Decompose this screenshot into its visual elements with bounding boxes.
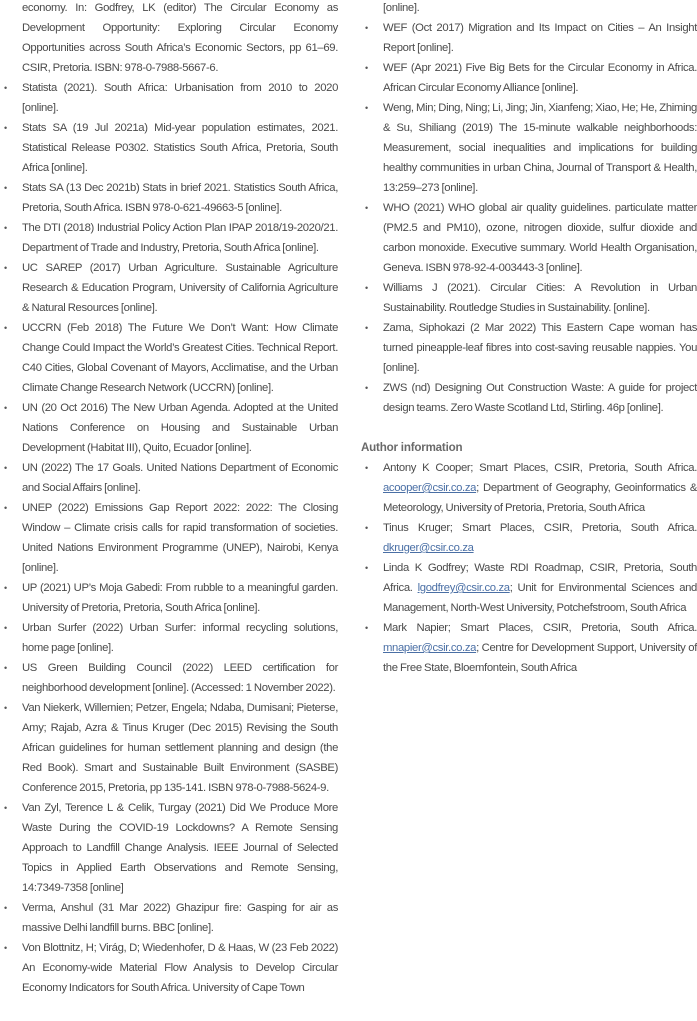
reference-item: • Williams J (2021). Circular Cities: A Revolution in Urban Sustainability. Routledge Studies in Sustainability. [online]. — [361, 278, 697, 318]
reference-item: • WHO (2021) WHO global air quality guidelines. particulate matter (PM2.5 and PM10), ozone, nitrogen dioxide, sulfur dioxide and carbon monoxide. Executive summary. World Health Organisation, Geneva. ISBN 978-92-4-003443-3 [online]. — [361, 198, 697, 278]
bullet-icon: • — [365, 283, 368, 293]
reference-item: • UN (20 Oct 2016) The New Urban Agenda. Adopted at the United Nations Conference on Housing and Sustainable Urban Development (Habitat III), Quito, Ecuador [online]. — [0, 398, 338, 458]
bullet-icon: • — [4, 183, 7, 193]
bullet-icon: • — [365, 383, 368, 393]
reference-item: • WEF (Oct 2017) Migration and Its Impact on Cities – An Insight Report [online]. — [361, 18, 697, 58]
reference-item: • UP (2021) UP’s Moja Gabedi: From rubble to a meaningful garden. University of Pretoria, Pretoria, South Africa [online]. — [0, 578, 338, 618]
reference-item: • US Green Building Council (2022) LEED certification for neighborhood development [online]. (Accessed: 1 November 2022). — [0, 658, 338, 698]
reference-column-left — [0, 0, 338, 998]
bullet-icon: • — [4, 803, 7, 813]
bullet-icon: • — [365, 623, 368, 633]
author-list — [361, 458, 697, 678]
reference-item: • Von Blottnitz, H; Virág, D; Wiedenhofer, D & Haas, W (23 Feb 2022) An Economy-wide Material Flow Analysis to Develop Circular Economy Indicators for South Africa. University of Cape Town — [0, 938, 338, 998]
bullet-icon: • — [4, 903, 7, 913]
bullet-icon: • — [365, 563, 368, 573]
bullet-icon: • — [365, 63, 368, 73]
bullet-icon: • — [4, 123, 7, 133]
reference-item: • Zama, Siphokazi (2 Mar 2022) This Eastern Cape woman has turned pineapple-leaf fibres into cost-saving reusable nappies. You [online]. — [361, 318, 697, 378]
bullet-icon: • — [365, 523, 368, 533]
author-item: • Tinus Kruger; Smart Places, CSIR, Pretoria, South Africa. dkruger@csir.co.za — [361, 518, 697, 558]
reference-item: • UN (2022) The 17 Goals. United Nations Department of Economic and Social Affairs [online]. — [0, 458, 338, 498]
author-item: • Mark Napier; Smart Places, CSIR, Pretoria, South Africa. mnapier@csir.co.za; Centre for Development Support, University of the Free State, Bloemfontein, South Africa — [361, 618, 697, 678]
reference-list-right — [361, 18, 697, 418]
bullet-icon: • — [365, 203, 368, 213]
reference-item: • UNEP (2022) Emissions Gap Report 2022: 2022: The Closing Window – Climate crisis calls for rapid transformation of societies. United Nations Environment Programme (UNEP), Nairobi, Kenya [online]. — [0, 498, 338, 578]
bullet-icon: • — [365, 103, 368, 113]
reference-item: • The DTI (2018) Industrial Policy Action Plan IPAP 2018/19-2020/21. Department of Trade and Industry, Pretoria, South Africa [online]. — [0, 218, 338, 258]
reference-item: • Urban Surfer (2022) Urban Surfer: informal recycling solutions, home page [online]. — [0, 618, 338, 658]
reference-continuation: economy. In: Godfrey, LK (editor) The Circular Economy as Development Opportunity: Exploring Circular Economy Opportunities across South Africa’s Economic Sectors, pp 61–69. CSIR, Pretoria. ISBN: 978-0-7988-5667-6. — [22, 2, 338, 74]
reference-continuation: [online]. — [383, 2, 420, 14]
reference-column-right — [361, 0, 697, 678]
reference-item: • UC SAREP (2017) Urban Agriculture. Sustainable Agriculture Research & Education Program, University of California Agriculture & Natural Resources [online]. — [0, 258, 338, 318]
reference-item: • Weng, Min; Ding, Ning; Li, Jing; Jin, Xianfeng; Xiao, He; He, Zhiming & Su, Shiliang (2019) The 15-minute walkable neighborhoods: Measurement, social inequalities and implications for building healthy communities in urban China, Journal of Transport & Health, 13:259–273 [online]. — [361, 98, 697, 198]
bullet-icon: • — [4, 463, 7, 473]
bullet-icon: • — [4, 83, 7, 93]
author-email-link[interactable]: acooper@csir.co.za — [383, 482, 477, 494]
author-email-link[interactable]: mnapier@csir.co.za — [383, 642, 477, 654]
bullet-icon: • — [4, 403, 7, 413]
reference-list-left — [0, 78, 338, 998]
author-information-heading: Author information — [361, 441, 463, 454]
reference-item: • Van Zyl, Terence L & Celik, Turgay (2021) Did We Produce More Waste During the COVID-19 Lockdowns? A Remote Sensing Approach to Landfill Change Analysis. IEEE Journal of Selected Topics in Applied Earth Observations and Remote Sensing, 14:7349-7358 [online] — [0, 798, 338, 898]
reference-item: • WEF (Apr 2021) Five Big Bets for the Circular Economy in Africa. African Circular Economy Alliance [online]. — [361, 58, 697, 98]
reference-item: • Verma, Anshul (31 Mar 2022) Ghazipur fire: Gasping for air as massive Delhi landfill burns. BBC [online]. — [0, 898, 338, 938]
reference-item: • Stats SA (13 Dec 2021b) Stats in brief 2021. Statistics South Africa, Pretoria, South Africa. ISBN 978-0-621-49663-5 [online]. — [0, 178, 338, 218]
reference-item: • ZWS (nd) Designing Out Construction Waste: A guide for project design teams. Zero Waste Scotland Ltd, Stirling. 46p [online]. — [361, 378, 697, 418]
bullet-icon: • — [4, 943, 7, 953]
reference-item: • Statista (2021). South Africa: Urbanisation from 2010 to 2020 [online]. — [0, 78, 338, 118]
reference-item: • Van Niekerk, Willemien; Petzer, Engela; Ndaba, Dumisani; Pieterse, Amy; Rajab, Azra & Tinus Kruger (Dec 2015) Revising the South African guidelines for human settlement planning and design (the Red Book). Smart and Sustainable Built Environment (SASBE) Conference 2015, Pretoria, pp 135-141. ISBN 978-0-7988-5624-9. — [0, 698, 338, 798]
bullet-icon: • — [4, 583, 7, 593]
author-item: • Antony K Cooper; Smart Places, CSIR, Pretoria, South Africa. acooper@csir.co.za; Department of Geography, Geoinformatics & Meteorology, University of Pretoria, Pretoria, South Africa — [361, 458, 697, 518]
bullet-icon: • — [4, 263, 7, 273]
bullet-icon: • — [4, 223, 7, 233]
reference-item: • UCCRN (Feb 2018) The Future We Don’t Want: How Climate Change Could Impact the World’s Greatest Cities. Technical Report. C40 Cities, Global Covenant of Mayors, Acclimatise, and the Urban Climate Change Research Network (UCCRN) [online]. — [0, 318, 338, 398]
author-email-link[interactable]: dkruger@csir.co.za — [383, 542, 474, 554]
bullet-icon: • — [365, 23, 368, 33]
bullet-icon: • — [4, 623, 7, 633]
bullet-icon: • — [4, 703, 7, 713]
bullet-icon: • — [4, 503, 7, 513]
author-item: • Linda K Godfrey; Waste RDI Roadmap, CSIR, Pretoria, South Africa. lgodfrey@csir.co.za; Unit for Environmental Sciences and Management, North-West University, Potchefstroom, South Africa — [361, 558, 697, 618]
reference-item: • Stats SA (19 Jul 2021a) Mid-year population estimates, 2021. Statistical Release P0302. Statistics South Africa, Pretoria, South Africa [online]. — [0, 118, 338, 178]
author-email-link[interactable]: lgodfrey@csir.co.za — [417, 582, 510, 594]
bullet-icon: • — [4, 663, 7, 673]
bullet-icon: • — [365, 463, 368, 473]
bullet-icon: • — [365, 323, 368, 333]
bullet-icon: • — [4, 323, 7, 333]
